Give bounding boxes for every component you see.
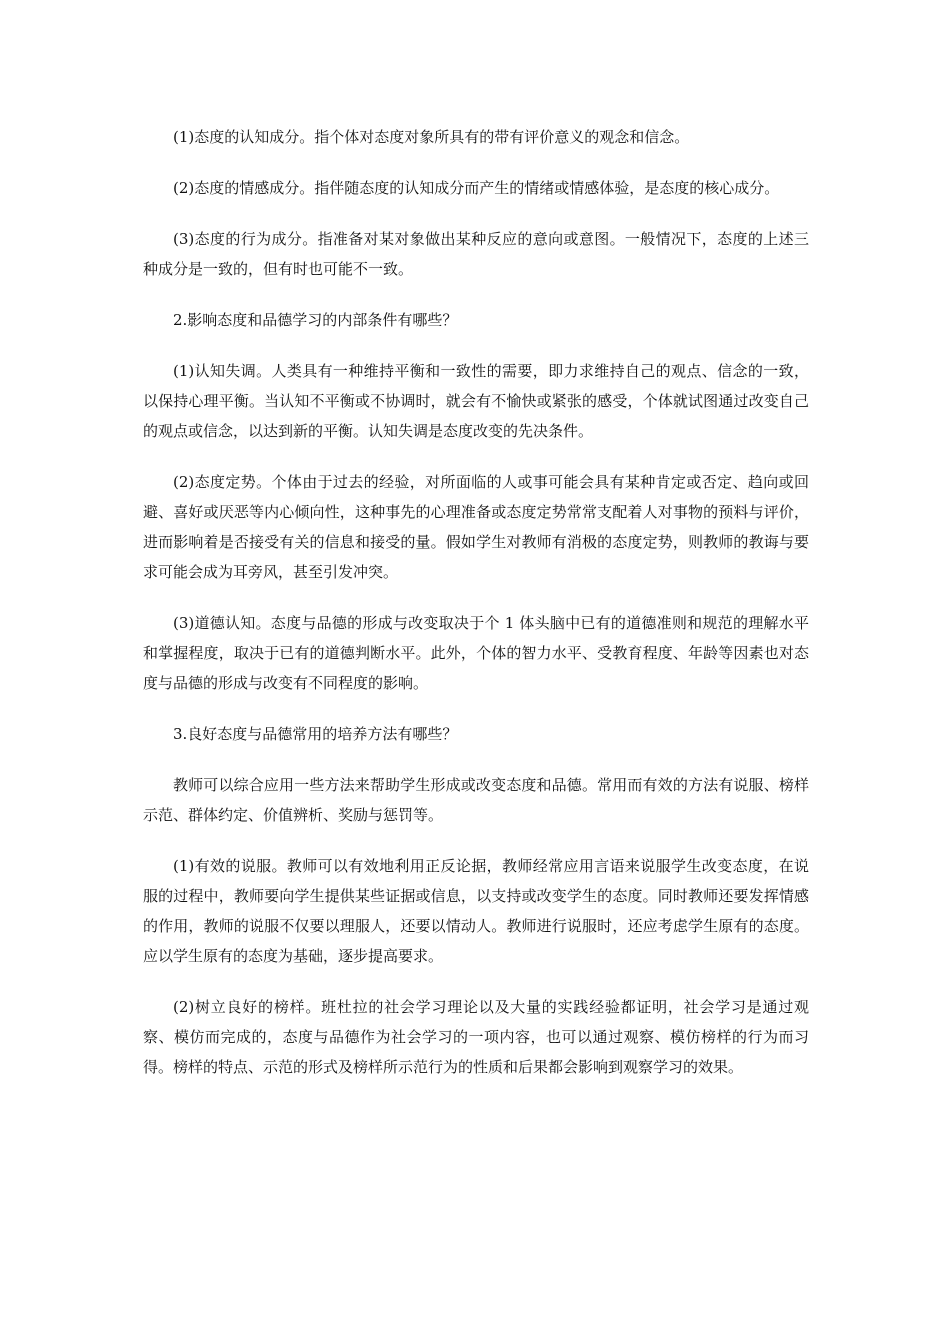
paragraph-moral-cognition: (3)道德认知。态度与品德的形成与改变取决于个 1 体头脑中已有的道德准则和规范的理解水平和掌握程度，取决于已有的道德判断水平。此外，个体的智力水平、受教育程度、年龄等因素也对态度与品德的形成与改变有不同程度的影响。: [143, 614, 809, 692]
paragraph-attitude-behavioral: (3)态度的行为成分。指准备对某对象做出某种反应的意向或意图。一般情况下，态度的上述三种成分是一致的，但有时也可能不一致。: [143, 230, 809, 278]
paragraph-role-model: (2)树立良好的榜样。班杜拉的社会学习理论以及大量的实践经验都证明，社会学习是通过观察、模仿而完成的，态度与品德作为社会学习的一项内容，也可以通过观察、模仿榜样的行为而习得。榜样的特点、示范的形式及榜样所示范行为的性质和后果都会影响到观察学习的效果。: [143, 998, 809, 1076]
paragraph-methods-intro: 教师可以综合应用一些方法来帮助学生形成或改变态度和品德。常用而有效的方法有说服、榜样示范、群体约定、价值辨析、奖励与惩罚等。: [143, 776, 809, 824]
paragraph-cognitive-dissonance: (1)认知失调。人类具有一种维持平衡和一致性的需要，即力求维持自己的观点、信念的一致，以保持心理平衡。当认知不平衡或不协调时，就会有不愉快或紧张的感受，个体就试图通过改变自己的观点或信念，以达到新的平衡。认知失调是态度改变的先决条件。: [143, 362, 809, 440]
paragraph-attitude-emotional: (2)态度的情感成分。指伴随态度的认知成分而产生的情绪或情感体验，是态度的核心成分。: [173, 179, 780, 197]
question-heading-3: 3.良好态度与品德常用的培养方法有哪些？: [173, 725, 458, 743]
question-heading-2: 2.影响态度和品德学习的内部条件有哪些？: [173, 311, 458, 329]
document-body: [143, 122, 809, 1103]
paragraph-attitude-cognitive: (1)态度的认知成分。指个体对态度对象所具有的带有评价意义的观念和信念。: [173, 128, 690, 146]
paragraph-effective-persuasion: (1)有效的说服。教师可以有效地利用正反论据，教师经常应用言语来说服学生改变态度，在说服的过程中，教师要向学生提供某些证据或信息，以支持或改变学生的态度。同时教师还要发挥情感的作用，教师的说服不仅要以理服人，还要以情动人。教师进行说服时，还应考虑学生原有的态度。应以学生原有的态度为基础，逐步提高要求。: [143, 857, 809, 965]
paragraph-attitude-set: (2)态度定势。个体由于过去的经验，对所面临的人或事可能会具有某种肯定或否定、趋向或回避、喜好或厌恶等内心倾向性，这种事先的心理准备或态度定势常常支配着人对事物的预料与评价，进而影响着是否接受有关的信息和接受的量。假如学生对教师有消极的态度定势，则教师的教诲与要求可能会成为耳旁风，甚至引发冲突。: [143, 473, 809, 581]
